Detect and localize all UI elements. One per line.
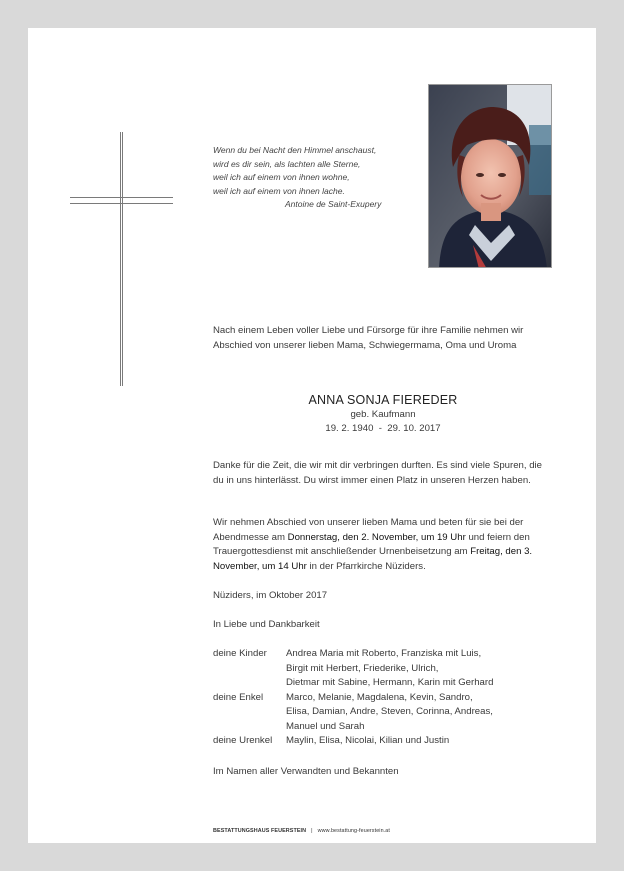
service-part3: in der Pfarrkirche Nüziders.: [306, 560, 426, 572]
footer: [213, 828, 390, 834]
family-names-line: Maylin, Elisa, Nicolai, Kilian und Justin: [286, 735, 450, 746]
intro-text: Nach einem Leben voller Liebe und Fürsorge für ihre Familie nehmen wir Abschied von unserer lieben Mama, Schwiegermama, Oma und Uroma: [213, 325, 524, 351]
quote-line: Wenn du bei Nacht den Himmel anschaust,: [213, 145, 377, 155]
funeral-home-website[interactable]: www.bestattung-feuerstein.at: [317, 828, 390, 834]
funeral-date: Freitag, den 3. November, um 14 Uhr: [213, 546, 533, 572]
cross-icon: [120, 132, 123, 386]
relatives-text: Im Namen aller Verwandten und Bekannten: [213, 766, 399, 777]
family-row-great-grandchildren: [213, 734, 553, 749]
mass-date: Donnerstag, den 2. November, um 19 Uhr: [287, 531, 466, 543]
family-row-children: [213, 647, 553, 691]
deceased-name: ANNA SONJA FIEREDER: [308, 393, 458, 407]
place-date: Nüziders, im Oktober 2017: [213, 590, 328, 601]
closing-text: In Liebe und Dankbarkeit: [213, 619, 320, 630]
portrait-photo: [428, 84, 552, 268]
quote-line: wird es dir sein, als lachten alle Sterne,: [213, 158, 361, 169]
birth-name: geb. Kaufmann: [350, 409, 416, 420]
quote: [213, 144, 413, 212]
family-label: deine Urenkel: [213, 735, 273, 746]
service-text: [213, 516, 553, 574]
quote-line: weil ich auf einem von ihnen lache.: [213, 185, 345, 196]
quote-author: Antoine de Saint-Exupery: [285, 199, 382, 209]
family-label: deine Kinder: [213, 648, 267, 659]
family-list: [213, 647, 553, 749]
family-row-grandchildren: [213, 691, 553, 735]
quote-line: weil ich auf einem von ihnen wohne,: [213, 172, 350, 182]
family-names-line: Dietmar mit Sabine, Hermann, Karin mit Gerhard: [286, 677, 494, 688]
funeral-home-name: BESTATTUNGSHAUS FEUERSTEIN: [213, 828, 307, 834]
life-dates: 19. 2. 1940 - 29. 10. 2017: [325, 423, 441, 434]
family-names-line: Elisa, Damian, Andre, Steven, Corinna, Andreas,: [286, 706, 493, 717]
family-names-line: Manuel und Sarah: [286, 720, 365, 732]
family-names-line: Marco, Melanie, Magdalena, Kevin, Sandro,: [286, 691, 473, 703]
service-part2: und feiern den Trauergottesdienst mit anschließender Urnenbeisetzung am: [213, 531, 530, 557]
deceased-block: [213, 392, 553, 436]
family-names-line: Andrea Maria mit Roberto, Franziska mit Luis,: [286, 648, 482, 659]
service-part1: Wir nehmen Abschied von unserer lieben Mama und beten für sie bei der Abendmesse am: [213, 517, 524, 543]
cross-icon-bar: [70, 197, 173, 204]
family-names-line: Birgit mit Herbert, Friederike, Ulrich,: [286, 662, 439, 674]
footer-separator: |: [311, 828, 313, 834]
family-label: deine Enkel: [213, 691, 264, 703]
thanks-text: Danke für die Zeit, die wir mit dir verbringen durften. Es sind viele Spuren, die du in uns hinterlässt. Du wirst immer einen Platz in unseren Herzen haben.: [213, 460, 543, 486]
portrait-image: [429, 85, 552, 268]
